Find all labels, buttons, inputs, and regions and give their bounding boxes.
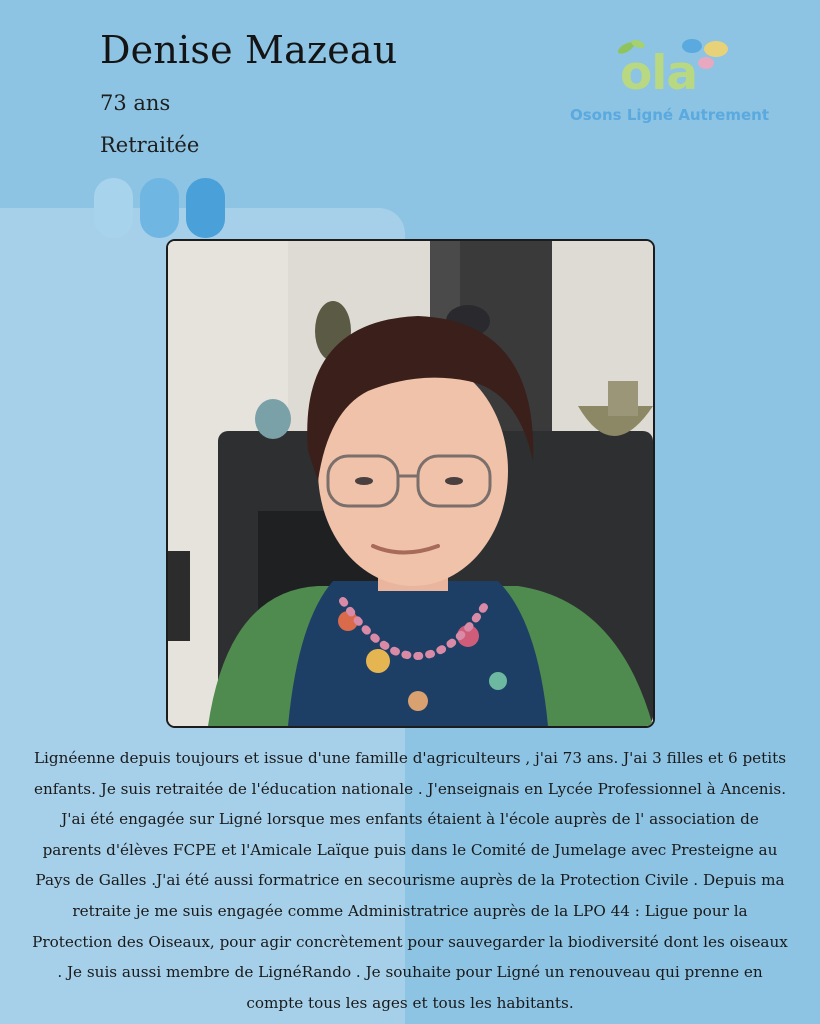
profile-occupation: Retraitée	[100, 133, 200, 157]
pill-dark	[186, 178, 225, 238]
logo-tagline: Osons Ligné Autrement	[570, 106, 770, 124]
profile-name: Denise Mazeau	[100, 28, 398, 72]
decorative-pills	[94, 178, 225, 238]
profile-age: 73 ans	[100, 91, 171, 115]
portrait-photo	[166, 239, 655, 728]
logo-word: ola	[620, 46, 698, 101]
ola-logo	[568, 36, 782, 131]
biography-text: Lignéenne depuis toujours et issue d'une famille d'agriculteurs , j'ai 73 ans. J'ai 3 filles et 6 petits enfants. Je suis retraitée de l'éducation nationale . J'enseignais en Lycée Professionnel à Ancenis. J'ai été engagée sur Ligné lorsque mes enfants étaient à l'école auprès de l' association de parents d'élèves FCPE et l'Amicale Laïque puis dans le Comité de Jumelage avec Presteigne au Pays de Galles .J'ai été aussi formatrice en secourisme auprès de la Protection Civile . Depuis ma retraite je me suis engagée comme Administratrice auprès de la LPO 44 : Ligue pour la Protection des Oiseaux, pour agir concrètement pour sauvegarder la biodiversité dont les oiseaux . Je suis aussi membre de LignéRando . Je souhaite pour Ligné un renouveau qui prenne en compte tous les ages et tous les habitants.	[32, 749, 788, 1012]
pill-light	[94, 178, 133, 238]
pill-mid	[140, 178, 179, 238]
portrait-illustration	[168, 241, 653, 726]
